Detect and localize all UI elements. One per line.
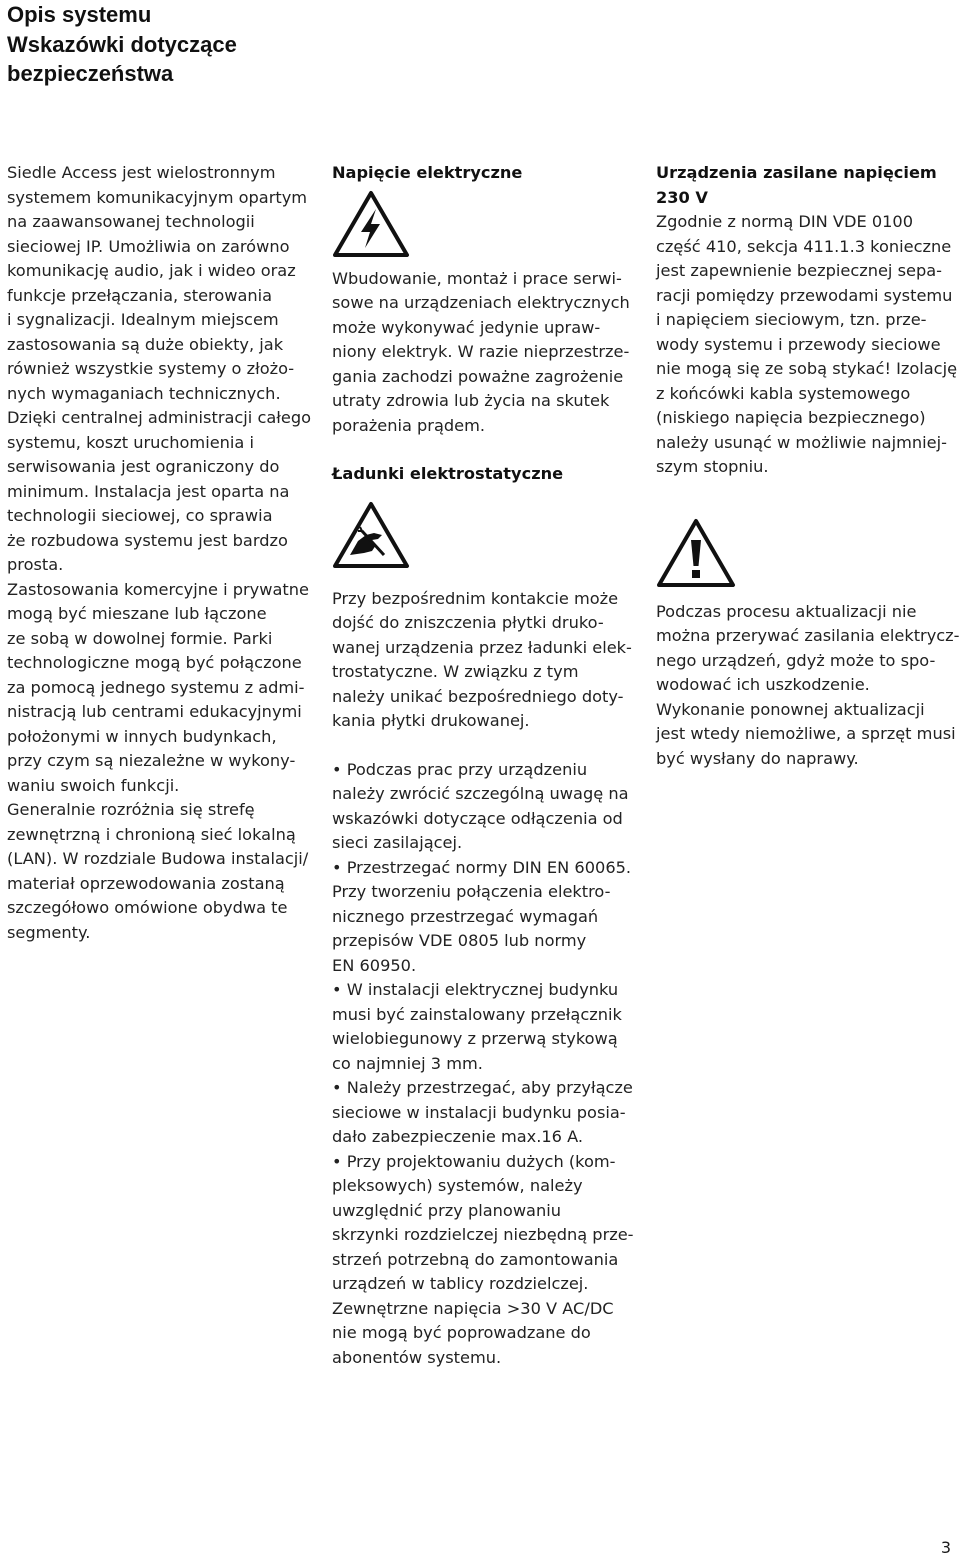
text-line: ze sobą w dowolnej formie. Parki (7, 628, 273, 648)
text-line: szym stopniu. (656, 457, 769, 476)
esd-heading: Ładunki elektrostatyczne (332, 464, 564, 483)
text-line: systemem komunikacyjnym opartym (7, 187, 308, 207)
text-line: nie mogą być poprowadzane do (332, 1323, 591, 1342)
heading-line: bezpieczeństwa (7, 61, 174, 86)
text-line: wanej urządzenia przez ładunki elek- (332, 637, 632, 657)
text-line: nego urządzeń, gdyż może to spo- (656, 650, 936, 670)
text-line: EN 60950. (332, 955, 417, 975)
text-line: Siedle Access jest wielostronnym (7, 163, 276, 182)
voltage-heading: Napięcie elektryczne (332, 163, 523, 182)
text-line: nicznego przestrzegać wymagań (332, 906, 599, 926)
text-line: Podczas procesu aktualizacji nie (656, 601, 917, 621)
text-line: • Przy projektowaniu dużych (kom- (332, 1151, 616, 1171)
text-line: jest wtedy niemożliwe, a sprzęt musi (656, 724, 956, 743)
text-line: sieciowe w instalacji budynku posia- (332, 1102, 626, 1122)
text-line: skrzynki rozdzielczej niezbędną prze- (332, 1225, 634, 1244)
mains-heading-line: Urządzenia zasilane napięciem (656, 163, 937, 182)
text-line: sieciowej IP. Umożliwia on zarówno (7, 236, 290, 256)
text-line: • Należy przestrzegać, aby przyłącze (332, 1078, 633, 1097)
text-line: prosta. (7, 555, 64, 574)
mains-heading-line: 230 V (656, 187, 708, 207)
column-mains-power (656, 161, 960, 771)
text-line: należy zwrócić szczególną uwagę na (332, 784, 629, 803)
text-line: technologii sieciowej, co sprawia (7, 506, 273, 525)
text-line: należy usunąć w możliwie najmniej- (656, 432, 947, 452)
text-line: może wykonywać jedynie upraw- (332, 317, 601, 337)
text-line: położonymi w innych budynkach, (7, 726, 277, 746)
text-line: zewnętrzną i chronioną sieć lokalną (7, 824, 296, 844)
text-line: minimum. Instalacja jest oparta na (7, 481, 290, 501)
heading-line: Wskazówki dotyczące (7, 31, 237, 57)
text-line: abonentów systemu. (332, 1347, 502, 1367)
text-line: trostatyczne. W związku z tym (332, 662, 579, 681)
text-line: • Przestrzegać normy DIN EN 60065. (332, 857, 632, 877)
column-safety (332, 161, 632, 1370)
text-line: Zewnętrzne napięcia >30 V AC/DC (332, 1298, 614, 1318)
column-intro (7, 161, 312, 945)
text-line: waniu swoich funkcji. (7, 775, 180, 795)
text-line: racji pomiędzy przewodami systemu (656, 285, 953, 305)
text-line: Wbudowanie, montaż i prace serwi- (332, 268, 622, 288)
text-line: urządzeń w tablicy rozdzielczej. (332, 1274, 589, 1293)
text-line: wodować ich uszkodzenie. (656, 675, 870, 694)
text-line: gania zachodzi poważne zagrożenie (332, 366, 624, 386)
text-line: sowe na urządzeniach elektrycznych (332, 293, 630, 312)
text-line: szczegółowo omówione obydwa te (7, 898, 288, 917)
text-line: jest zapewnienie bezpiecznej sepa- (656, 261, 943, 280)
text-line: zastosowania są duże obiekty, jak (7, 334, 284, 354)
text-line: Generalnie rozróżnia się strefę (7, 800, 255, 819)
text-line: (LAN). W rozdziale Budowa instalacji/ (7, 849, 309, 868)
electrostatic-discharge-warning-icon (332, 501, 410, 569)
heading-line: Opis systemu (7, 2, 152, 27)
text-line: można przerywać zasilania elektrycz- (656, 626, 960, 645)
text-line: • Podczas prac przy urządzeniu (332, 759, 588, 779)
bullet-list (332, 758, 632, 1371)
high-voltage-warning-icon (332, 190, 410, 258)
text-line: dojść do zniszczenia płytki druko- (332, 613, 604, 632)
voltage-paragraph (332, 267, 632, 439)
text-line: sieci zasilającej. (332, 833, 463, 852)
text-line: niony elektryk. W razie nieprzestrze- (332, 342, 630, 361)
text-line: musi być zainstalowany przełącznik (332, 1004, 622, 1024)
text-line: część 410, sekcja 411.1.3 konieczne (656, 236, 952, 256)
text-line: Zastosowania komercyjne i prywatne (7, 579, 309, 599)
text-line: wskazówki dotyczące odłączenia od (332, 808, 623, 828)
exclamation-warning-icon (656, 518, 736, 588)
text-line: funkcje przełączania, sterowania (7, 285, 273, 305)
text-line: technologiczne mogą być połączone (7, 653, 302, 672)
text-line: (niskiego napięcia bezpiecznego) (656, 408, 926, 427)
text-line: Dzięki centralnej administracji całego (7, 408, 312, 427)
text-line: Przy tworzeniu połączenia elektro- (332, 882, 611, 901)
esd-paragraph (332, 587, 632, 734)
text-line: również wszystkie systemy o złożo- (7, 359, 295, 378)
text-line: z końcówki kabla systemowego (656, 383, 911, 403)
text-line: nych wymaganiach technicznych. (7, 383, 281, 403)
text-line: być wysłany do naprawy. (656, 748, 859, 768)
intro-paragraph (7, 161, 312, 945)
text-line: nistracją lub centrami edukacyjnymi (7, 702, 302, 721)
page-number: 3 (940, 1538, 951, 1557)
text-line: wody systemu i przewody sieciowe (656, 334, 941, 354)
text-line: pleksowych) systemów, należy (332, 1176, 583, 1195)
update-warning-paragraph (656, 600, 960, 772)
text-line: że rozbudowa systemu jest bardzo (7, 530, 288, 550)
text-line: uwzględnić przy planowaniu (332, 1200, 561, 1220)
text-line: i napięciem sieciowym, tzn. prze- (656, 310, 927, 329)
text-line: strzeń potrzebną do zamontowania (332, 1249, 619, 1269)
text-line: wielobiegunowy z przerwą stykową (332, 1029, 618, 1048)
text-line: Zgodnie z normą DIN VDE 0100 (656, 212, 914, 231)
text-line: komunikację audio, jak i wideo oraz (7, 261, 296, 280)
text-line: systemu, koszt uruchomienia i (7, 432, 254, 452)
text-line: na zaawansowanej technologii (7, 212, 255, 231)
text-line: nie mogą się ze sobą stykać! Izolację (656, 359, 958, 378)
page-heading (7, 0, 237, 89)
text-line: za pomocą jednego systemu z admi- (7, 677, 305, 697)
text-line: porażenia prądem. (332, 415, 486, 435)
text-line: • W instalacji elektrycznej budynku (332, 980, 619, 999)
text-line: przepisów VDE 0805 lub normy (332, 931, 587, 950)
text-line: materiał oprzewodowania zostaną (7, 873, 285, 893)
text-line: należy unikać bezpośredniego doty- (332, 686, 624, 706)
text-line: Wykonanie ponownej aktualizacji (656, 699, 925, 719)
mains-paragraph (656, 210, 956, 480)
text-line: co najmniej 3 mm. (332, 1053, 483, 1073)
text-line: Przy bezpośrednim kontakcie może (332, 588, 619, 608)
text-line: segmenty. (7, 922, 91, 942)
text-line: dało zabezpieczenie max.16 A. (332, 1127, 584, 1146)
text-line: przy czym są niezależne w wykony- (7, 751, 296, 770)
text-line: i sygnalizacji. Idealnym miejscem (7, 310, 279, 329)
text-line: serwisowania jest ograniczony do (7, 457, 280, 476)
text-line: mogą być mieszane lub łączone (7, 604, 267, 623)
text-line: utraty zdrowia lub życia na skutek (332, 391, 610, 410)
text-line: kania płytki drukowanej. (332, 711, 530, 730)
